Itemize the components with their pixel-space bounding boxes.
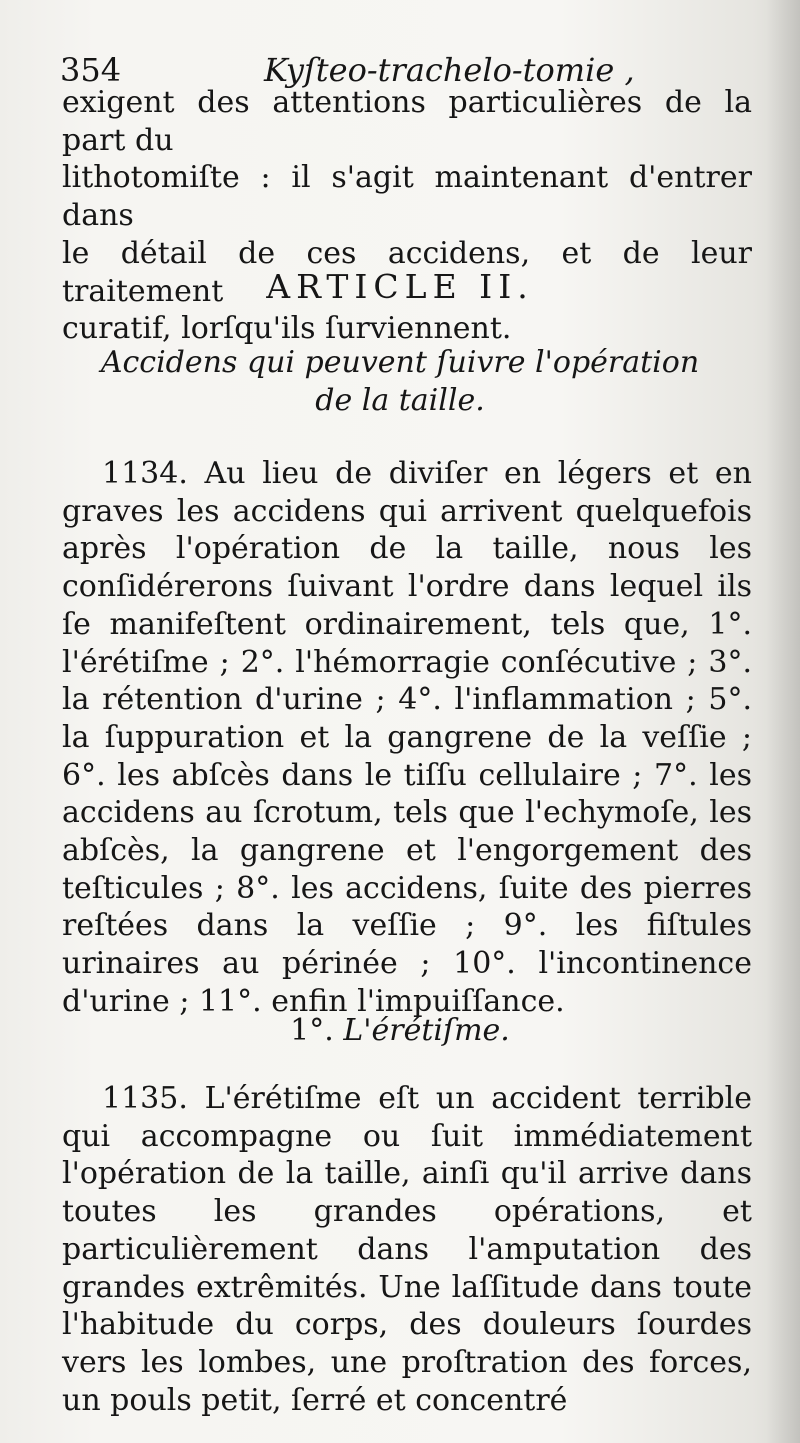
section-title: L'érétiſme. xyxy=(343,1013,510,1048)
intro-line: lithotomiſte : il s'agit maintenant d'entrer dans xyxy=(62,160,752,234)
intro-line: le détail de ces accidens, et de leur traitement xyxy=(62,235,752,309)
paragraph-1134 xyxy=(62,455,752,1021)
page-edge-shadow xyxy=(766,0,800,1443)
article-subtitle-line: de la taille. xyxy=(315,383,485,418)
section-heading xyxy=(0,1008,800,1054)
article-subtitle-line: Accidens qui peuvent ſuivre l'opération xyxy=(100,345,700,380)
section-number: 1°. xyxy=(290,1013,334,1048)
running-title: Kyſteo-trachelo-tomie , xyxy=(264,51,635,89)
intro-line: curatif, lorſqu'ils ſurviennent. xyxy=(62,311,512,347)
article-subtitle xyxy=(0,344,800,420)
article-heading: ARTICLE II. xyxy=(266,267,534,306)
paragraph-text: 1134. Au lieu de diviſer en légers et en graves les accidens qui arrivent quelquefois après l'opération de la taille, nous les conſidérerons ſuivant l'ordre dans lequel ils ſe manifeſtent ordinairement, tels que, 1°. l'érétiſme ; 2°. l'hémorragie conſécutive ; 3°. la rétention d'urine ; 4°. l'inflammation ; 5°. la ſuppuration et la gangrene de la veſſie ; 6°. les abſcès dans le tiſſu cellulaire ; 7°. les accidens au ſcrotum, tels que l'echymoſe, les abſcès, la gangrene et l'engorgement des teſticules ; 8°. les accidens, ſuite des pierres reſtées dans la veſſie ; 9°. les fiſtules urinaires au périnée ; 10°. l'incontinence d'urine ; 11°. enfin l'impuiſſance. xyxy=(62,456,752,1019)
paragraph-1135 xyxy=(62,1080,752,1419)
paragraph-text: 1135. L'érétiſme eſt un accident terrible qui accompagne ou ſuit immédiatement l'opération de la taille, ainſi qu'il arrive dans toutes les grandes opérations, et particulièrement dans l'amputation des grandes extrêmités. Une laſſitude dans toute l'habitude du corps, des douleurs ſourdes vers les lombes, une proſtration des forces, un pouls petit, ſerré et concentré xyxy=(62,1081,752,1418)
page-number: 354 xyxy=(60,51,122,89)
intro-line: exigent des attentions particulières de la part du xyxy=(62,85,752,158)
